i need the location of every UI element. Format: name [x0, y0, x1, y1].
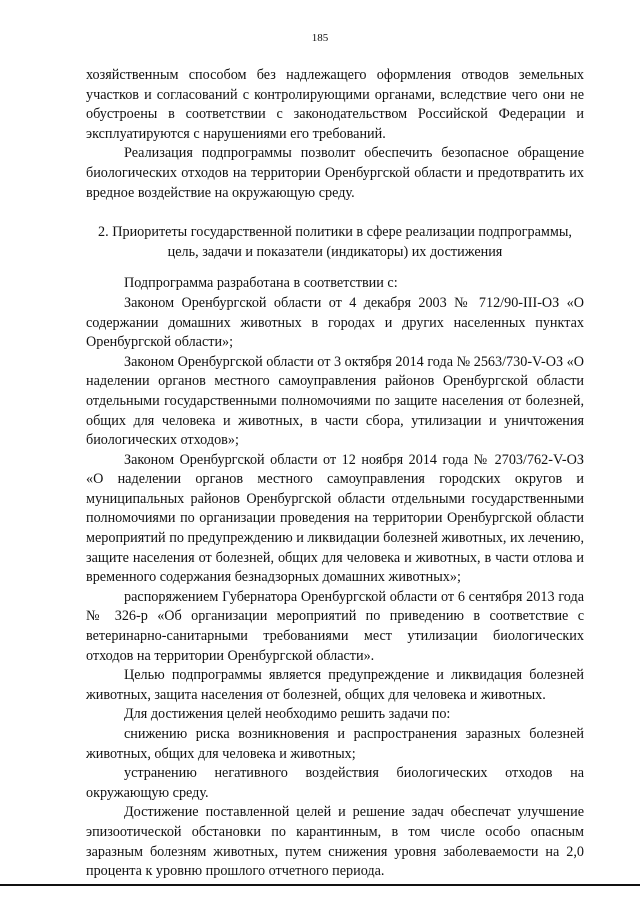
bottom-rule [0, 884, 640, 886]
paragraph-task-waste: устранению негативного воздействия биологических отходов на окружающую среду. [86, 765, 584, 801]
paragraph-law-2003: Законом Оренбургской области от 4 декабря 2003 № 712/90-III-ОЗ «О содержании домашних животных в городах и других населенных пунктах Оренбургской области»; [86, 294, 584, 351]
document-body [86, 66, 584, 882]
paragraph-law-2014-november: Законом Оренбургской области от 12 ноября 2014 года № 2703/762-V-ОЗ «О наделении органов местного самоуправления городских округов и муниципальных районов Оренбургской области отдельными государственными полномочиями по организации проведения на территории Оренбургской области мероприятий по предупреждению и ликвидации болезней животных, их лечению, защите населения от болезней, общих для человека и животных, в части отлова и временного содержания безнадзорных домашних животных»; [86, 451, 584, 586]
paragraph-implementation: Реализация подпрограммы позволит обеспечить безопасное обращение биологических отходов на территории Оренбургской области и предотвратить их вредное воздействие на окружающую среду. [86, 145, 584, 201]
paragraph-law-2014-october: Законом Оренбургской области от 3 октября 2014 года № 2563/730-V-ОЗ «О наделении органов местного самоуправления районов Оренбургской области отдельными государственными полномочиями по защите населения от болезней, общих для человека и животных, в части сбора, утилизации и уничтожения биологических отходов»; [86, 353, 584, 449]
paragraph-continuation: хозяйственным способом без надлежащего оформления отводов земельных участков и согласований с контролирующими органами, вследствие чего они не обустроены в соответствии с законодательством Российской Федерации и эксплуатируются с нарушениями его требований. [86, 67, 584, 142]
section-heading: 2. Приоритеты государственной политики в сфере реализации подпрограммы, цель, задачи и показатели (индикаторы) их достижения [98, 224, 572, 260]
paragraph-outcome: Достижение поставленной целей и решение задач обеспечат улучшение эпизоотической обстановки по карантинным, в том числе особо опасным заразным болезням животных, путем снижения уровня заболеваемости на 2,0 процента к уровню прошлого отчетного периода. [86, 804, 584, 880]
paragraph-task-risk: снижению риска возникновения и распространения заразных болезней животных, общих для человека и животных; [86, 726, 584, 762]
paragraph-tasks-intro: Для достижения целей необходимо решить задачи по: [124, 706, 451, 723]
paragraph-basis-intro: Подпрограмма разработана в соответствии с: [124, 275, 398, 292]
page-number: 185 [311, 32, 329, 44]
paragraph-governor-order: распоряжением Губернатора Оренбургской области от 6 сентября 2013 года № 326-р «Об организации мероприятий по приведению в соответствие с ветеринарно-санитарными требованиями мест утилизации биологических отходов на территории Оренбургской области». [86, 588, 584, 664]
paragraph-goal: Целью подпрограммы является предупреждение и ликвидация болезней животных, защита населения от болезней, общих для человека и животных. [86, 667, 584, 703]
